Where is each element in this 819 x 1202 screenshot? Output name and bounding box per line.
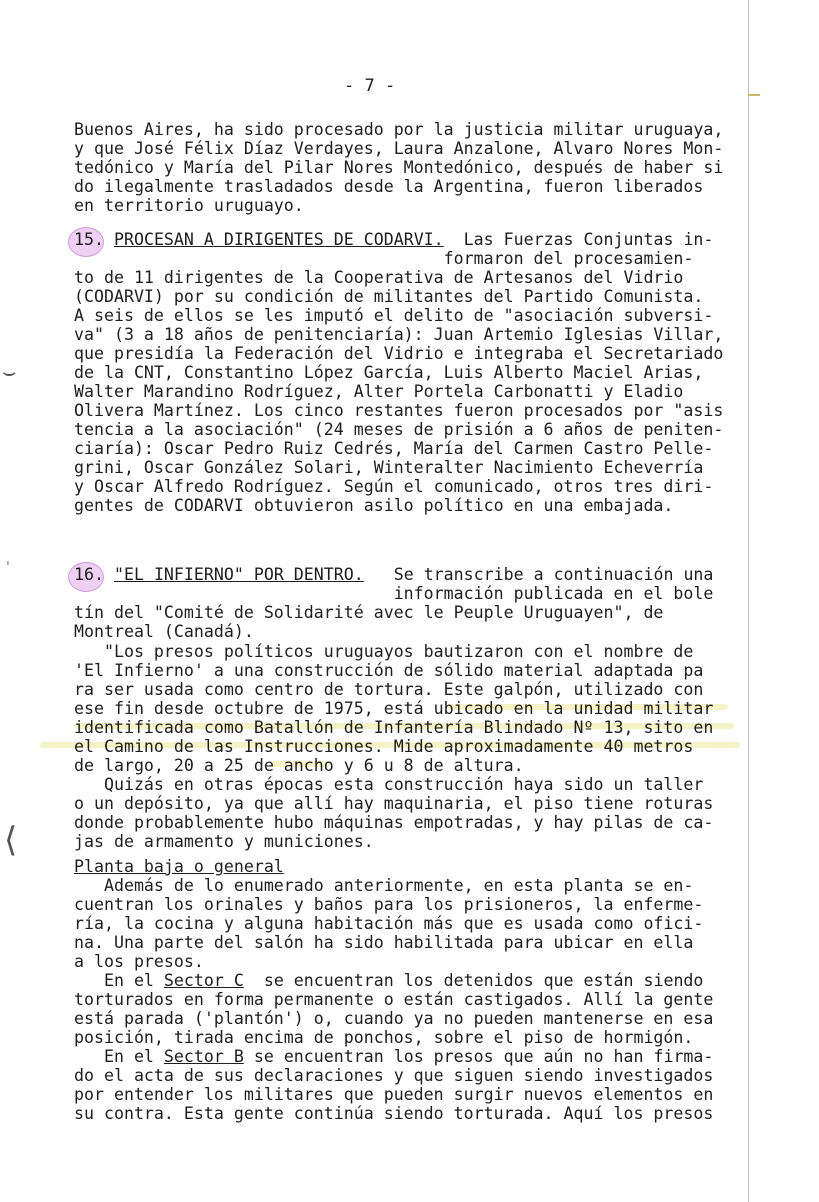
section-15-number: 15. — [74, 230, 104, 249]
section-15-heading-rest: Las Fuerzas Conjuntas in- — [443, 230, 714, 249]
text-line: Además de lo enumerado anteriormente, en esta planta se en- — [74, 876, 694, 895]
page-number: - 7 - — [344, 76, 396, 96]
text-line: tín del "Comité de Solidarité avec le Peuple Uruguayen", de — [74, 603, 664, 622]
sector-b-suffix: se encuentran los presos que aún no han firma- — [243, 1047, 714, 1066]
text-line: posición, tirada encima de ponchos, sobre el piso de hormigón. — [74, 1028, 694, 1047]
section-15-heading: PROCESAN A DIRIGENTES DE CODARVI. — [113, 230, 444, 249]
text-line: to de 11 dirigentes de la Cooperativa de Artesanos del Vidrio — [74, 268, 684, 287]
text-line: y Oscar Alfredo Rodríguez. Según el comunicado, otros tres diri- — [74, 477, 714, 496]
text-line: ría, la cocina y alguna habitación más que es usada como ofici- — [74, 914, 704, 933]
text-line: Quizás en otras épocas esta construcción haya sido un taller — [74, 775, 704, 794]
text-line: tencia a la asociación" (24 meses de prisión a 6 años de peniten- — [74, 420, 724, 439]
text-line: 'El Infierno' a una construcción de sólido material adaptada pa — [74, 661, 704, 680]
text-line: tedónico y María del Pilar Nores Montedónico, después de haber si — [74, 158, 724, 177]
text-line: de largo, 20 a 25 de ancho y 6 u 8 de altura. — [74, 756, 524, 775]
sector-c-suffix: se encuentran los detenidos que están siendo — [243, 971, 704, 990]
intro-paragraph — [74, 120, 754, 215]
planta-subheading: Planta baja o general — [74, 857, 284, 876]
text-line: a los presos. — [74, 952, 204, 971]
text-line: ciaría): Oscar Pedro Ruiz Cedrés, María del Carmen Castro Pelle- — [74, 439, 714, 458]
text-line: y que José Félix Díaz Verdayes, Laura Anzalone, Alvaro Nores Mon- — [74, 139, 724, 158]
sector-b-label: Sector B — [163, 1047, 244, 1066]
text-line: el Camino de las Instrucciones. Mide aproximadamente 40 metros — [74, 737, 694, 756]
sector-b-prefix: En el — [74, 1047, 164, 1066]
text-line: gentes de CODARVI obtuvieron asilo político en una embajada. — [74, 496, 674, 515]
section-15 — [74, 230, 754, 515]
text-line: Buenos Aires, ha sido procesado por la justicia militar uruguaya, — [74, 120, 724, 139]
sector-c-first-line — [74, 971, 754, 990]
text-line: "Los presos políticos uruguayos bautizaron con el nombre de — [74, 642, 694, 661]
text-line: grini, Oscar González Solari, Winteralter Nacimiento Echeverría — [74, 458, 704, 477]
text-line: información publicada en el bole — [74, 584, 714, 603]
section-16-quote — [74, 642, 754, 851]
section-16-heading-rest: Se transcribe a continuación una — [363, 565, 714, 584]
sector-c-prefix: En el — [74, 971, 164, 990]
text-line: Montreal (Canadá). — [74, 622, 254, 641]
text-line: que presidía la Federación del Vidrio e integraba el Secretariado — [74, 344, 724, 363]
text-line: A seis de ellos se les imputó el delito de "asociación subversi- — [74, 306, 714, 325]
text-line: o un depósito, ya que allí hay maquinaria, el piso tiene roturas — [74, 794, 714, 813]
text-line: ese fin desde octubre de 1975, está ubicado en la unidad militar — [74, 699, 714, 718]
section-16-heading: "EL INFIERNO" POR DENTRO. — [113, 565, 364, 584]
text-line: torturados en forma permanente o están castigados. Allí la gente — [74, 990, 714, 1009]
text-line: do ilegalmente trasladados desde la Argentina, fueron liberados — [74, 177, 704, 196]
page-edge-tab — [748, 94, 760, 96]
margin-pencil-mark: ⟨ — [4, 820, 18, 860]
text-line: va" (3 a 18 años de penitenciaría): Juan Artemio Iglesias Villar, — [74, 325, 724, 344]
section-16-header — [74, 565, 754, 641]
text-line: (CODARVI) por su condición de militantes del Partido Comunista. — [74, 287, 704, 306]
section-16-number: 16. — [74, 565, 104, 584]
sector-b-first-line — [74, 1047, 754, 1066]
planta-body — [74, 876, 754, 971]
text-line: na. Una parte del salón ha sido habilitada para ubicar en ella — [74, 933, 694, 952]
text-line: Olivera Martínez. Los cinco restantes fueron procesados por "asis — [74, 401, 724, 420]
text-line: ra ser usada como centro de tortura. Este galpón, utilizado con — [74, 680, 704, 699]
section-15-body — [74, 249, 754, 515]
text-line: por entender los militares que pueden surgir nuevos elementos en — [74, 1085, 714, 1104]
margin-pencil-mark: ⌣ — [2, 360, 17, 385]
text-line: su contra. Esta gente continúa siendo torturada. Aquí los presos — [74, 1104, 714, 1123]
text-line: cuentran los orinales y baños para los prisioneros, la enferme- — [74, 895, 704, 914]
section-16-planta — [74, 857, 754, 1123]
text-line: do el acta de sus declaraciones y que siguen siendo investigados — [74, 1066, 714, 1085]
text-line: donde probablemente hubo máquinas empotradas, y hay pilas de ca- — [74, 813, 714, 832]
sector-c-label: Sector C — [163, 971, 244, 990]
text-line: formaron del procesamien- — [74, 249, 694, 268]
text-line: en territorio uruguayo. — [74, 196, 304, 215]
text-line: está parada ('plantón') o, cuando ya no pueden mantenerse en esa — [74, 1009, 714, 1028]
text-line: Walter Marandino Rodríguez, Alter Portela Carbonatti y Eladio — [74, 382, 684, 401]
text-line: de la CNT, Constantino López García, Luis Alberto Maciel Arias, — [74, 363, 704, 382]
sector-b-body — [74, 1066, 754, 1123]
section-16-intro — [74, 584, 754, 641]
margin-pencil-mark: ˈ — [6, 560, 10, 576]
text-line: identificada como Batallón de Infantería Blindado Nº 13, sito en — [74, 718, 714, 737]
sector-c-body — [74, 990, 754, 1047]
text-line: jas de armamento y municiones. — [74, 832, 374, 851]
